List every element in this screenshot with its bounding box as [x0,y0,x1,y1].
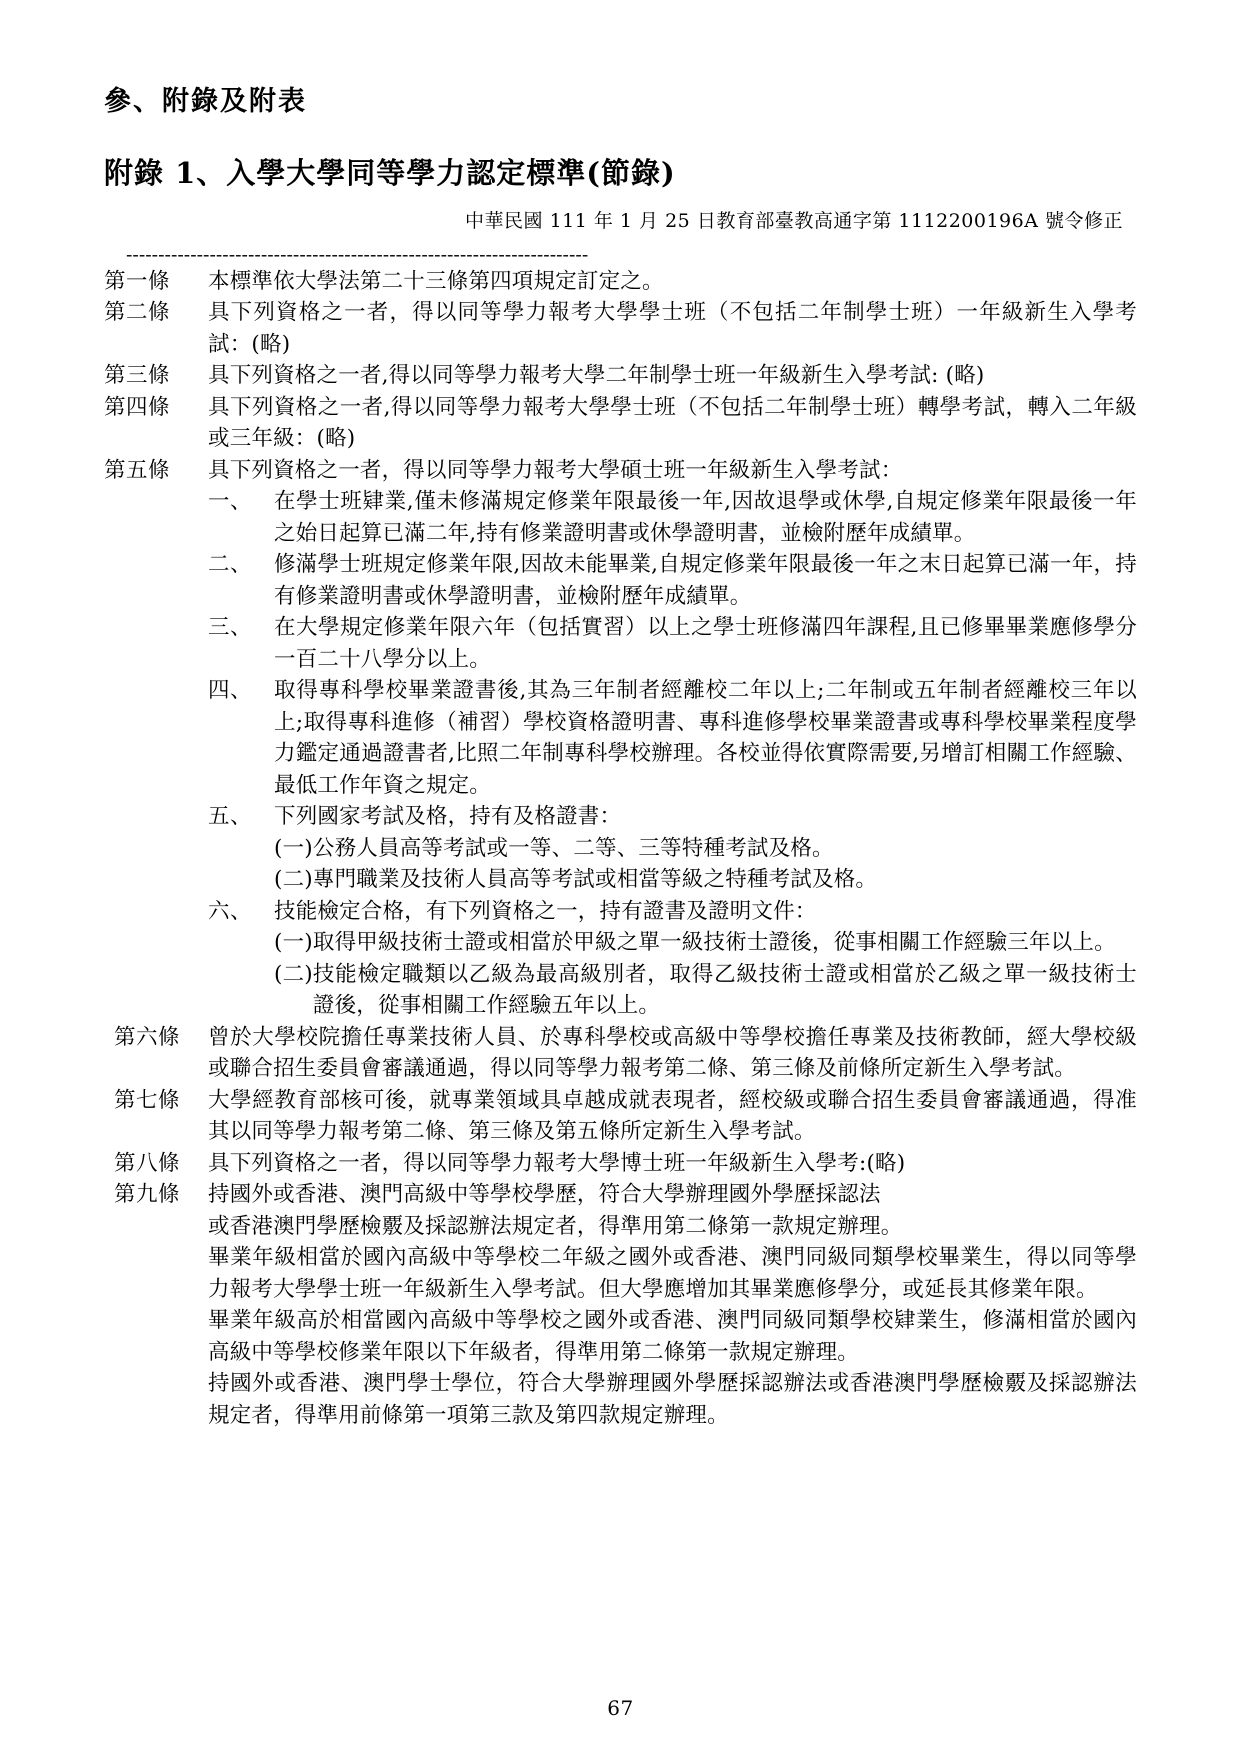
article-5-item-5-sub-2 [274,864,1137,896]
item-paragraph: 下列國家考試及格，持有及格證書： [274,804,622,830]
subitem-paragraph: 取得甲級技術士證或相當於甲級之單一級技術士證後，從事相關工作經驗三年以上。 [312,930,1116,956]
divider [104,246,1137,262]
article-paragraph: 具下列資格之一者，得以同等學力報考大學碩士班一年級新生入學考試： [208,457,903,483]
item-label: 三、 [208,615,253,641]
article-label: 第七條 [114,1087,181,1113]
article-5-item-5 [208,801,1137,833]
subitem-label: (二) [274,867,313,893]
article-text [208,1148,1137,1180]
article-paragraph: 具下列資格之一者,得以同等學力報考大學學士班（不包括二年制學士班）轉學考試，轉入二年級或三年級：(略) [208,394,1137,452]
item-label: 四、 [208,678,253,704]
article-paragraph: 具下列資格之一者，得以同等學力報考大學學士班（不包括二年制學士班）一年級新生入學考試：(略) [208,300,1137,357]
article-5-item-6-sub-1 [274,927,1137,959]
article-7 [104,1085,1137,1148]
item-label: 一、 [208,489,253,515]
article-paragraph: 曾於大學校院擔任專業技術人員、於專科學校或高級中等學校擔任專業及技術教師，經大學校級或聯合招生委員會審議通過，得以同等學力報考第二條、第三條及前條所定新生入學考試。 [208,1024,1137,1082]
article-6 [104,1022,1137,1085]
article-5-item-2 [208,549,1137,612]
article-paragraph: 具下列資格之一者,得以同等學力報考大學二年制學士班一年級新生入學考試: (略) [208,363,985,389]
article-paragraph: 持國外或香港、澳門高級中等學校學歷，符合大學辦理國外學歷採認法 [208,1182,881,1208]
promulgation-date: 中華民國 111 年 1 月 25 日教育部臺教高通字第 1112200196A 號令修正 [465,210,1123,233]
page-title-section: 參、附錄及附表 [104,86,307,117]
article-text [208,455,1137,487]
articles-container [104,266,1137,1432]
article-5-item-3 [208,612,1137,675]
article-paragraph: 畢業年級相當於國內高級中等學校二年級之國外或香港、澳門同級同類學校畢業生，得以同等學力報考大學學士班一年級新生入學考試。但大學應增加其畢業應修學分，或延長其修業年限。 [208,1245,1137,1302]
page-title-appendix: 附錄 1、入學大學同等學力認定標準(節錄) [104,156,676,191]
article-5-item-4 [208,675,1137,801]
page-number: 67 [607,1696,634,1720]
article-text [208,1179,1137,1211]
subitem-text [313,833,1137,865]
article-2 [104,297,1137,360]
article-paragraph: 具下列資格之一者，得以同等學力報考大學博士班一年級新生入學考:(略) [208,1150,906,1176]
article-paragraph: 持國外或香港、澳門學士學位，符合大學辦理國外學歷採認辦法或香港澳門學歷檢覈及採認辦法規定者，得準用前條第一項第三款及第四款規定辦理。 [208,1371,1137,1428]
article-paragraph: 本標準依大學法第二十三條第四項規定訂定之。 [208,268,664,294]
article-paragraph: 大學經教育部核可後，就專業領域具卓越成就表現者，經校級或聯合招生委員會審議通過，得准其以同等學力報考第二條、第三條及第五條所定新生入學考試。 [208,1087,1137,1145]
article-9-continuation [208,1211,1137,1432]
subitem-paragraph: 技能檢定職類以乙級為最高級別者，取得乙級技術士證或相當於乙級之單一級技術士證後，從事相關工作經驗五年以上。 [312,961,1137,1019]
subitem-paragraph: 專門職業及技術人員高等考試或相當等級之特種考試及格。 [312,867,878,893]
subitem-label: (一) [274,835,313,861]
article-text [208,392,1137,455]
article-label: 第二條 [104,300,171,326]
article-label: 第六條 [114,1024,181,1050]
item-paragraph: 取得專科學校畢業證書後,其為三年制者經離校二年以上;二年制或五年制者經離校三年以上;取得專科進修（補習）學校資格證明書、專科進修學校畢業證書或專科學校畢業程度學力鑑定通過證書者,比照二年制專科學校辦理。各校並得依實際需要,另增訂相關工作經驗、最低工作年資之規定。 [274,678,1137,798]
item-paragraph: 在學士班肄業,僅未修滿規定修業年限最後一年,因故退學或休學,自規定修業年限最後一年之始日起算已滿二年,持有修業證明書或休學證明書，並檢附歷年成績單。 [274,489,1137,546]
article-5-item-5-sub-1 [274,833,1137,865]
item-text [274,549,1137,612]
subitem-text [313,959,1137,1022]
subitem-text [313,927,1137,959]
article-5-item-6-sub-2 [274,959,1137,1022]
item-label: 六、 [208,898,253,924]
article-label: 第三條 [104,363,171,389]
article-4 [104,392,1137,455]
article-1 [104,266,1137,298]
subitem-label: (一) [274,930,313,956]
article-8 [104,1148,1137,1180]
article-5-item-6 [208,896,1137,928]
article-9 [104,1179,1137,1211]
article-label: 第一條 [104,268,171,294]
article-paragraph: 畢業年級高於相當國內高級中等學校之國外或香港、澳門同級同類學校肄業生，修滿相當於國內高級中等學校修業年限以下年級者，得準用第二條第一款規定辦理。 [208,1308,1137,1365]
article-text [208,1085,1137,1148]
item-label: 五、 [208,804,253,830]
item-text [274,612,1137,675]
article-5 [104,455,1137,487]
article-text [208,297,1137,360]
article-label: 第四條 [104,394,171,420]
article-paragraph: 或香港澳門學歷檢覈及採認辦法規定者，得準用第二條第一款規定辦理。 [208,1213,903,1239]
article-text [208,266,1137,298]
article-label: 第五條 [104,457,171,483]
article-text [208,360,1137,392]
article-label: 第九條 [114,1182,181,1208]
item-text [274,801,1137,833]
article-5-item-1 [208,486,1137,549]
article-text [208,1022,1137,1085]
item-paragraph: 修滿學士班規定修業年限,因故未能畢業,自規定修業年限最後一年之末日起算已滿一年，持有修業證明書或休學證明書，並檢附歷年成績單。 [274,552,1137,609]
divider-dashes: ------------------------------------------------------------------------ [126,245,589,262]
item-paragraph: 技能檢定合格，有下列資格之一，持有證書及證明文件： [274,898,817,924]
subitem-paragraph: 公務人員高等考試或一等、二等、三等特種考試及格。 [312,835,834,861]
item-text [274,486,1137,549]
item-label: 二、 [208,552,253,578]
item-paragraph: 在大學規定修業年限六年（包括實習）以上之學士班修滿四年課程,且已修畢畢業應修學分一百二十八學分以上。 [274,615,1137,672]
article-label: 第八條 [114,1150,181,1176]
subitem-text [313,864,1137,896]
item-text [274,896,1137,928]
item-text [274,675,1137,801]
subitem-label: (二) [274,961,313,987]
article-3 [104,360,1137,392]
